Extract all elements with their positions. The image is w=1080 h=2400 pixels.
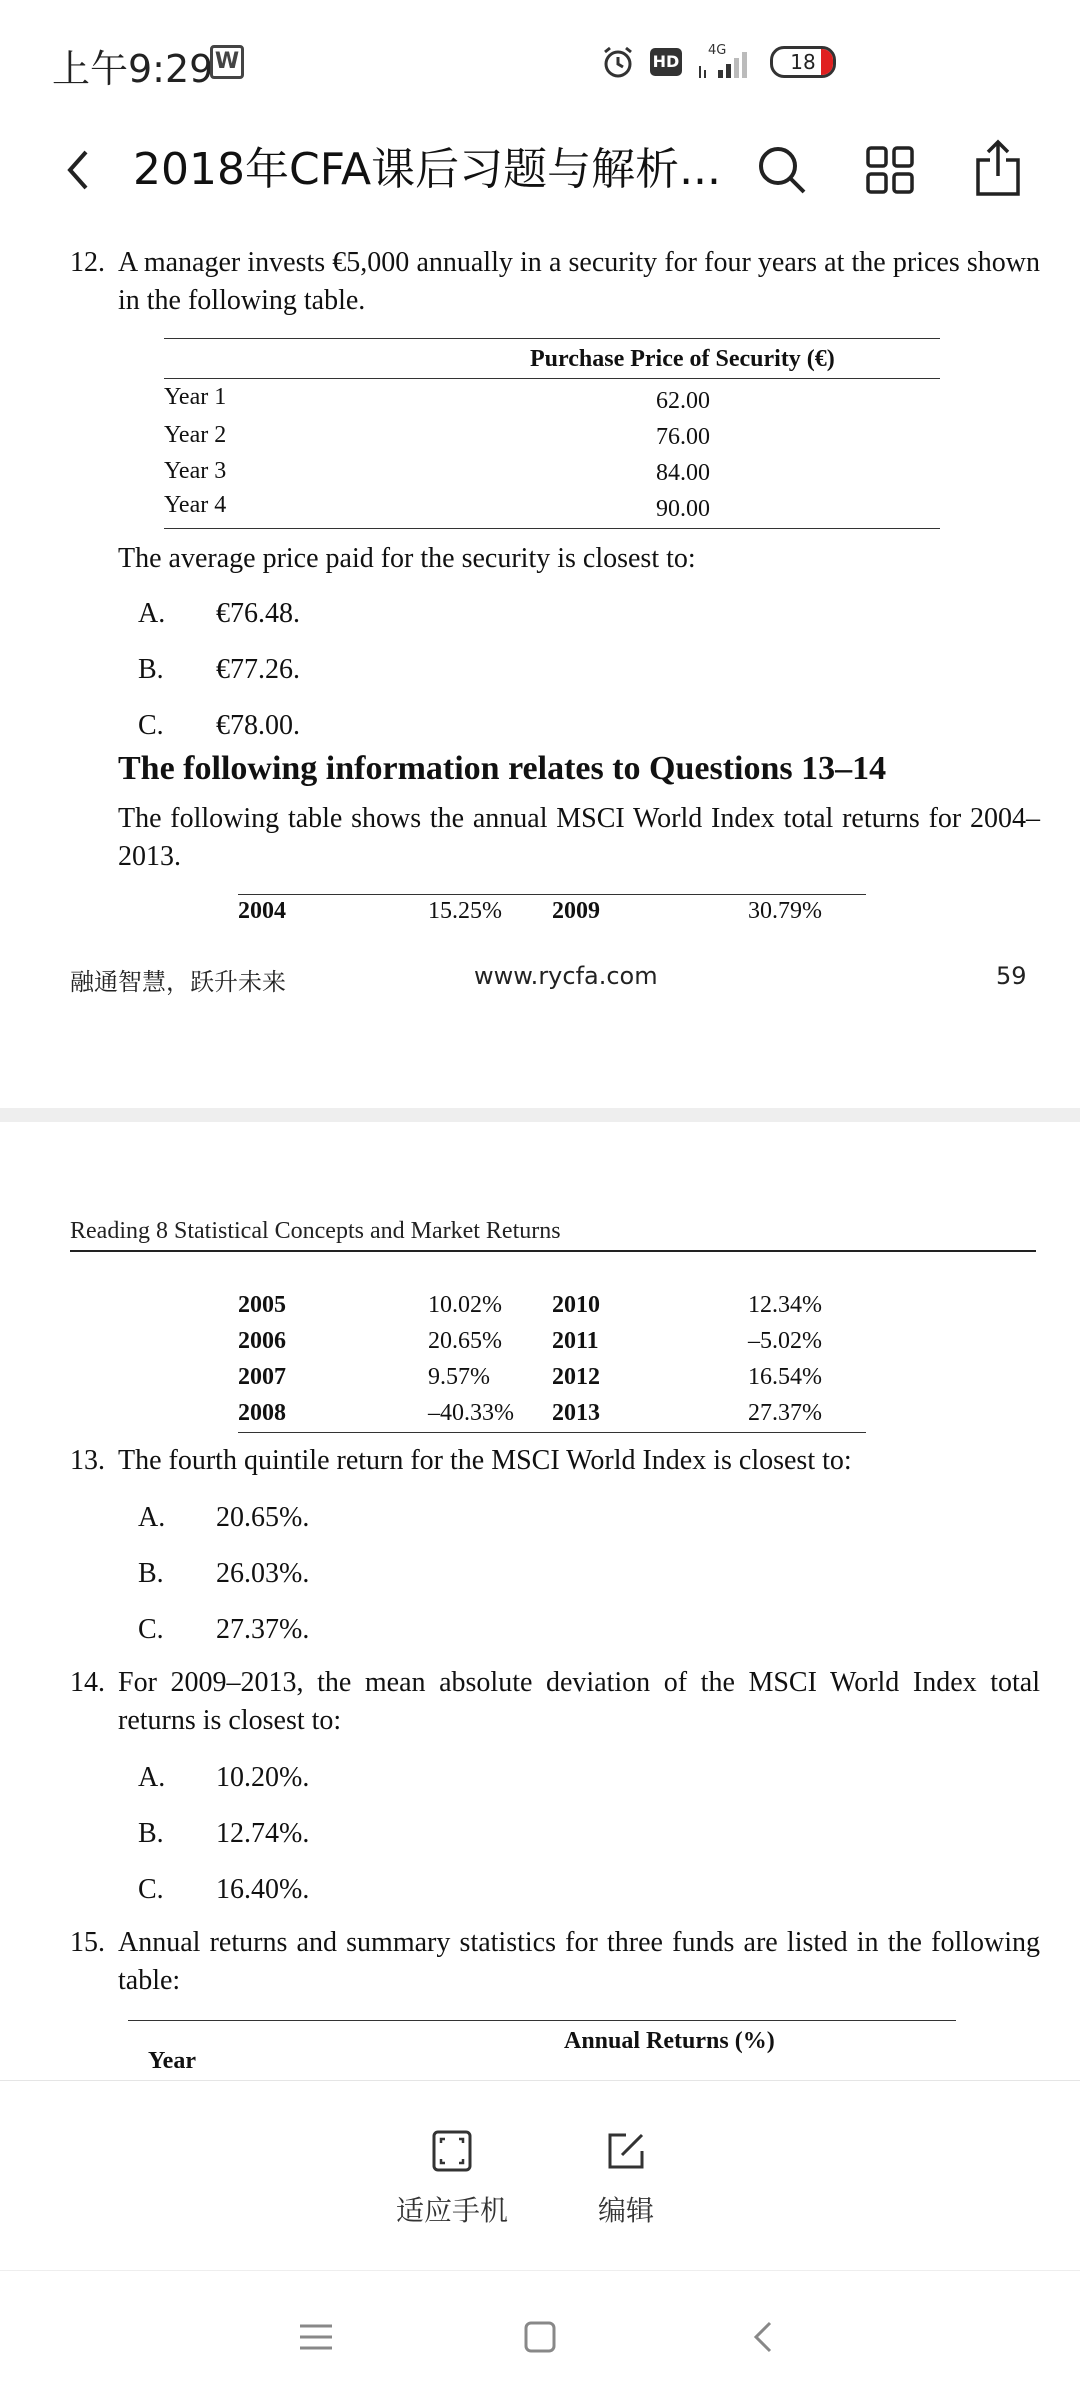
edit-label: 编辑 <box>597 2194 654 2227</box>
status-icons <box>600 40 836 84</box>
returns-cell-value: 27.37% <box>748 1400 822 1426</box>
returns-cell-value: 20.65% <box>428 1328 502 1354</box>
section-heading: The following information relates to Questions 13–14 <box>118 750 887 787</box>
app-badge-icon: W <box>210 45 244 79</box>
question-text: Annual returns and summary statistics for three funds are listed in the following table: <box>118 1927 1040 1996</box>
section-intro-text: The following table shows the annual MSCI World Index total returns for 2004–2013. <box>118 803 1040 872</box>
back-arrow-icon[interactable] <box>58 142 98 198</box>
table-cell-year: Year 2 <box>164 422 227 448</box>
signal-icon <box>696 42 756 82</box>
returns-cell-value: 12.34% <box>748 1292 822 1318</box>
fit-to-phone-button[interactable] <box>372 2129 532 2229</box>
option-letter: B. <box>138 1558 164 1589</box>
battery-level: 18 <box>790 50 816 74</box>
returns-cell-value: 15.25% <box>428 898 502 924</box>
option-text: €77.26. <box>216 654 300 685</box>
option-letter: A. <box>138 1502 166 1533</box>
table-rule-header <box>164 378 940 379</box>
app-header <box>0 120 1080 220</box>
returns-cell-value: –40.33% <box>428 1400 514 1426</box>
table-cell-price: 90.00 <box>656 496 710 522</box>
question-number: 13. <box>70 1445 105 1476</box>
table-header: Purchase Price of Security (€) <box>530 346 835 372</box>
funds-table-rule-top <box>128 2020 956 2021</box>
returns-cell-year: 2005 <box>238 1292 286 1318</box>
option-text: 16.40%. <box>216 1874 310 1905</box>
running-header-rule <box>70 1250 1036 1252</box>
returns-cell-year: 2007 <box>238 1364 286 1390</box>
returns-cell-year: 2006 <box>238 1328 286 1354</box>
question-text: A manager invests €5,000 annually in a security for four years at the prices shown in the following table. <box>118 247 1040 316</box>
hd-icon: HD <box>650 48 682 76</box>
table-rule-bottom <box>164 528 940 529</box>
option-text: 12.74%. <box>216 1818 310 1849</box>
returns-cell-year: 2012 <box>552 1364 600 1390</box>
document-title: 2018年CFA课后习题与解析... <box>133 144 722 195</box>
alarm-icon <box>600 44 636 80</box>
status-bar <box>0 0 1080 120</box>
page-number: 59 <box>996 962 1027 990</box>
question-stem: The average price paid for the security is closest to: <box>118 543 696 574</box>
bottom-toolbar <box>0 2080 1080 2270</box>
returns-cell-year: 2009 <box>552 898 600 924</box>
returns-cell-value: 16.54% <box>748 1364 822 1390</box>
returns-cell-year: 2011 <box>552 1328 599 1354</box>
question-text: For 2009–2013, the mean absolute deviation of the MSCI World Index total returns is closest to: <box>118 1667 1040 1736</box>
returns-cell-year: 2013 <box>552 1400 600 1426</box>
thumbnail-grid-icon[interactable] <box>862 140 918 200</box>
battery-low-indicator <box>821 49 833 75</box>
option-text: 27.37%. <box>216 1614 310 1645</box>
search-icon[interactable] <box>752 140 812 200</box>
returns-cell-value: 30.79% <box>748 898 822 924</box>
table-cell-year: Year 3 <box>164 458 227 484</box>
funds-table-year-label: Year <box>148 2048 196 2074</box>
fit-to-phone-label: 适应手机 <box>395 2194 508 2227</box>
network-label: 4G <box>708 43 727 58</box>
returns-cell-value: 10.02% <box>428 1292 502 1318</box>
table-cell-price: 84.00 <box>656 460 710 486</box>
returns-cell-value: –5.02% <box>748 1328 822 1354</box>
question-number: 12. <box>70 247 105 278</box>
option-letter: C. <box>138 710 164 741</box>
document-page-60 <box>0 1122 1080 2080</box>
funds-table-header: Annual Returns (%) <box>564 2028 775 2054</box>
status-time: 上午9:29 <box>52 47 214 91</box>
page-separator <box>0 1108 1080 1122</box>
battery-icon <box>770 46 836 78</box>
back-icon[interactable] <box>742 2315 786 2359</box>
table-rule-top <box>164 338 940 339</box>
page-footer-url[interactable]: www.rycfa.com <box>474 962 658 990</box>
option-text: €76.48. <box>216 598 300 629</box>
returns-table-rule-bottom <box>238 1432 866 1433</box>
option-text: 20.65%. <box>216 1502 310 1533</box>
option-letter: B. <box>138 1818 164 1849</box>
system-nav-bar <box>0 2270 1080 2400</box>
question-number: 14. <box>70 1667 105 1698</box>
question-number: 15. <box>70 1927 105 1958</box>
returns-cell-year: 2008 <box>238 1400 286 1426</box>
returns-table-rule-top <box>238 894 866 895</box>
table-cell-price: 62.00 <box>656 388 710 414</box>
document-page-59 <box>0 230 1080 1110</box>
option-text: 26.03%. <box>216 1558 310 1589</box>
running-header: Reading 8 Statistical Concepts and Market Returns <box>70 1218 561 1244</box>
option-letter: B. <box>138 654 164 685</box>
option-letter: C. <box>138 1614 164 1645</box>
table-cell-year: Year 4 <box>164 492 227 518</box>
edit-button[interactable] <box>546 2129 706 2229</box>
edit-icon <box>604 2129 648 2173</box>
option-text: €78.00. <box>216 710 300 741</box>
table-cell-price: 76.00 <box>656 424 710 450</box>
option-letter: C. <box>138 1874 164 1905</box>
returns-cell-value: 9.57% <box>428 1364 490 1390</box>
returns-cell-year: 2010 <box>552 1292 600 1318</box>
returns-cell-year: 2004 <box>238 898 286 924</box>
question-text: The fourth quintile return for the MSCI World Index is closest to: <box>118 1445 852 1476</box>
home-icon[interactable] <box>518 2315 562 2359</box>
fit-screen-icon <box>430 2129 474 2173</box>
option-letter: A. <box>138 598 166 629</box>
option-text: 10.20%. <box>216 1762 310 1793</box>
table-cell-year: Year 1 <box>164 384 227 410</box>
option-letter: A. <box>138 1762 166 1793</box>
menu-icon[interactable] <box>294 2315 338 2359</box>
share-icon[interactable] <box>970 136 1026 200</box>
page-footer-slogan: 融通智慧，跃升未来 <box>70 968 286 996</box>
